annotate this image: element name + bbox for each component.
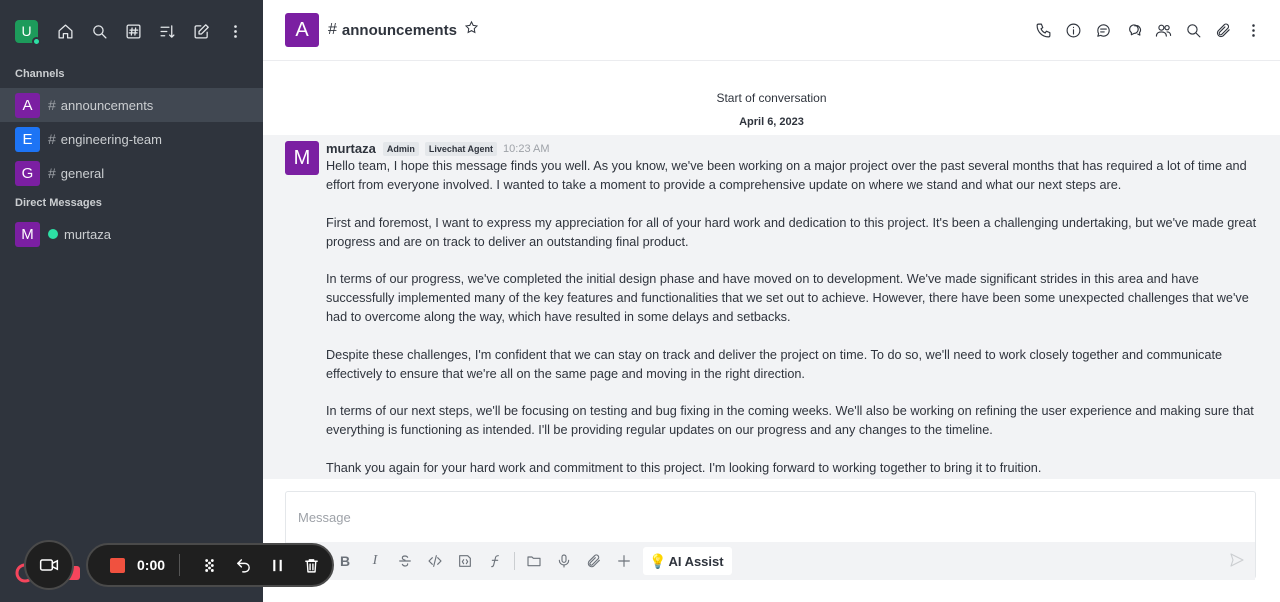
- italic-icon: I: [372, 553, 378, 568]
- sidebar-header: [0, 0, 263, 62]
- function-icon: [487, 553, 503, 569]
- dm-name: murtaza: [64, 226, 111, 242]
- paperclip-icon: [586, 553, 602, 569]
- message-avatar[interactable]: M: [285, 141, 319, 175]
- paperclip-icon: [1215, 22, 1232, 39]
- header-toolbar: [1028, 15, 1268, 45]
- channel-avatar: A: [15, 93, 40, 118]
- directory-button[interactable]: [116, 16, 150, 46]
- room-title[interactable]: announcements: [341, 21, 457, 39]
- sidebar: [0, 0, 263, 602]
- call-button[interactable]: [1028, 15, 1058, 45]
- divider: [514, 552, 515, 570]
- stop-recording-button[interactable]: [110, 558, 125, 573]
- search-icon: [91, 23, 108, 40]
- microphone-icon: [556, 553, 572, 569]
- home-button[interactable]: [48, 16, 82, 46]
- kebab-menu-icon: [1245, 22, 1262, 39]
- recording-timer: 0:00: [137, 557, 166, 573]
- drag-handle[interactable]: [192, 550, 226, 580]
- favorite-button[interactable]: [464, 20, 479, 40]
- strikethrough-button[interactable]: [390, 546, 420, 576]
- code-block-button[interactable]: [450, 546, 480, 576]
- bold-icon: B: [339, 553, 351, 569]
- ai-assist-button[interactable]: [643, 547, 732, 575]
- message-paragraph: In terms of our progress, we've completed the initial design phase and have moved on to development. We've made significant strides in this area and have successfully implemented many of the key features and functionalities that we set out to achieve. However, there have been some unexpected challenges that we've had to overcome along the way, which have resulted in some delays and setbacks.: [326, 272, 1249, 324]
- plus-icon: [616, 553, 632, 569]
- hash-icon: #: [328, 21, 337, 38]
- channel-name: general: [60, 165, 105, 181]
- pencil-box-icon: [193, 23, 210, 40]
- room-avatar[interactable]: A: [285, 13, 319, 47]
- message-composer: [285, 491, 1256, 579]
- message-paragraph: Hello team, I hope this message finds you well. As you know, we've been working on a major project over the past several months that has required a lot of time and effort from everyone involved. I wanted to take a moment to provide a comprehensive update on where we stand and what our next steps are.: [326, 159, 1247, 192]
- grip-dots-icon: [201, 557, 218, 574]
- pause-recording-button[interactable]: [260, 550, 294, 580]
- sidebar-item-murtaza[interactable]: [0, 217, 263, 251]
- send-icon: [1229, 552, 1245, 568]
- role-tag-admin: Admin: [383, 142, 419, 156]
- code-block-icon: [457, 553, 473, 569]
- user-status-dot: [32, 37, 41, 46]
- room-header: [263, 0, 1280, 61]
- home-icon: [57, 23, 74, 40]
- search-button[interactable]: [82, 16, 116, 46]
- conversation-start-label: Start of conversation: [716, 91, 827, 105]
- bold-button[interactable]: [330, 546, 360, 576]
- trash-icon: [303, 557, 320, 574]
- sidebar-menu-button[interactable]: [218, 16, 252, 46]
- star-icon: [464, 20, 479, 35]
- discussions-button[interactable]: [1118, 15, 1148, 45]
- channel-name: announcements: [60, 97, 154, 113]
- composer-toolbar: [286, 542, 1255, 580]
- phone-icon: [1035, 22, 1052, 39]
- thread-icon: [1095, 22, 1112, 39]
- undo-icon: [235, 557, 252, 574]
- lightbulb-icon: 💡: [649, 552, 667, 569]
- delete-recording-button[interactable]: [294, 550, 328, 580]
- message[interactable]: [263, 135, 1280, 479]
- pause-icon: [269, 557, 286, 574]
- search-messages-button[interactable]: [1178, 15, 1208, 45]
- channel-name: engineering-team: [60, 131, 162, 147]
- message-input[interactable]: Message: [298, 509, 351, 525]
- restart-recording-button[interactable]: [226, 550, 260, 580]
- directory-icon: [125, 23, 142, 40]
- files-button[interactable]: [1208, 15, 1238, 45]
- online-status-dot: [48, 229, 58, 239]
- user-avatar-letter: U: [21, 23, 32, 39]
- channels-heading: Channels: [15, 68, 65, 80]
- direct-messages-heading: Direct Messages: [15, 197, 102, 209]
- info-icon: [1065, 22, 1082, 39]
- send-button[interactable]: [1229, 552, 1245, 573]
- message-paragraph: First and foremost, I want to express my appreciation for all of your hard work and dedication to this project. It's been a challenging undertaking, but we've made great progress and are on track to deliver an outstanding final product.: [326, 215, 1257, 249]
- message-body: [326, 157, 1261, 479]
- sidebar-item-engineering-team[interactable]: [0, 122, 263, 156]
- message-paragraph: Despite these challenges, I'm confident that we can stay on track and deliver the project on time. To do so, we'll need to work closely together and communicate effectively to ensure that we're all on the same page and moving in the right direction.: [326, 347, 1223, 381]
- attach-file-button[interactable]: [579, 546, 609, 576]
- message-paragraph: In terms of our next steps, we'll be focusing on testing and bug fixing in the coming weeks. We'll also be working on refining the user experience and making sure that everything is functioning as intended. I'll be providing regular updates on our progress and any changes to the timeline.: [326, 404, 1254, 437]
- sidebar-item-announcements[interactable]: [0, 88, 263, 122]
- folder-icon: [526, 553, 542, 569]
- create-discussion-button[interactable]: [519, 546, 549, 576]
- camera-toggle-button[interactable]: [24, 540, 74, 590]
- user-avatar[interactable]: [15, 20, 38, 43]
- create-new-button[interactable]: [184, 16, 218, 46]
- code-icon: [427, 553, 443, 569]
- room-kebab-menu[interactable]: [1238, 15, 1268, 45]
- message-username[interactable]: murtaza: [326, 141, 376, 156]
- role-tag-livechat-agent: Livechat Agent: [425, 142, 497, 156]
- sort-button[interactable]: [150, 16, 184, 46]
- formula-button[interactable]: [480, 546, 510, 576]
- hash-icon: #: [48, 165, 56, 181]
- kebab-menu-icon: [227, 23, 244, 40]
- search-icon: [1185, 22, 1202, 39]
- ai-assist-label: AI Assist: [668, 553, 724, 569]
- room-info-button[interactable]: [1058, 15, 1088, 45]
- channel-avatar: E: [15, 127, 40, 152]
- inline-code-button[interactable]: [420, 546, 450, 576]
- video-camera-icon: [39, 555, 59, 575]
- recording-toolbar: [86, 543, 334, 587]
- message-paragraph: Thank you again for your hard work and commitment to this project. I'm looking forward to working together to bring it to fruition.: [326, 460, 1042, 475]
- hash-icon: #: [48, 131, 56, 147]
- discussion-icon: [1125, 22, 1142, 39]
- strikethrough-icon: [397, 553, 413, 569]
- hash-icon: #: [48, 97, 56, 113]
- italic-button[interactable]: [360, 546, 390, 576]
- dm-avatar: M: [15, 222, 40, 247]
- threads-button[interactable]: [1088, 15, 1118, 45]
- sidebar-item-general[interactable]: [0, 156, 263, 190]
- main-panel: [263, 0, 1280, 602]
- date-divider: April 6, 2023: [739, 116, 804, 128]
- audio-message-button[interactable]: [549, 546, 579, 576]
- message-timestamp: 10:23 AM: [503, 142, 550, 155]
- members-button[interactable]: [1148, 15, 1178, 45]
- channel-avatar: G: [15, 161, 40, 186]
- members-icon: [1155, 22, 1172, 39]
- divider: [179, 554, 180, 576]
- message-header: [326, 141, 550, 156]
- more-actions-button[interactable]: [609, 546, 639, 576]
- sort-icon: [159, 23, 176, 40]
